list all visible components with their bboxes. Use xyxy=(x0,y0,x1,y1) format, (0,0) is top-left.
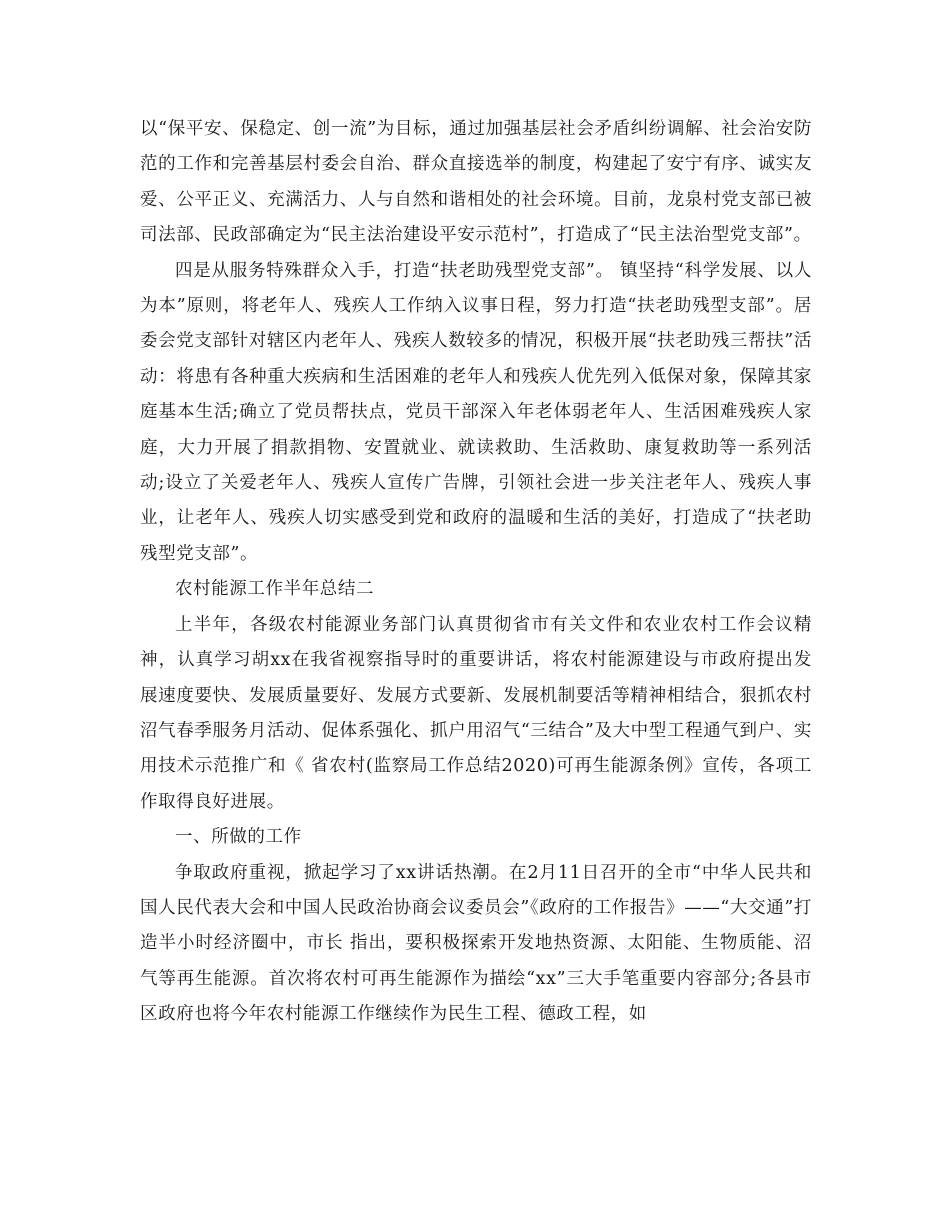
paragraph-rural-energy-overview: 上半年，各级农村能源业务部门认真贯彻省市有关文件和农业农村工作会议精神，认真学习胡xx在我省视察指导时的重要讲话，将农村能源建设与市政府提出发展速度要快、发展质量要好、发展方式要新、发展机制要活等精神相结合，狠抓农村沼气春季服务月活动、促体系强化、抓户用沼气“三结合”及大中型工程通气到户、实用技术示范推广和《 省农村(监察局工作总结2020)可再生能源条例》宣传，各项工作取得良好进展。 xyxy=(140,614,812,812)
paragraph-elderly-disabled-support: 四是从服务特殊群众入手，打造“扶老助残型党支部”。 镇坚持“科学发展、以人为本”原则，将老年人、残疾人工作纳入议事日程，努力打造“扶老助残型支部”。居委会党支部针对辖区内老年人、残疾人数较多的情况，积极开展“扶老助残三帮扶”活动：将患有各种重大疾病和生活困难的老年人和残疾人优先列入低保对象，保障其家庭基本生活;确立了党员帮扶点，党员干部深入年老体弱老年人、生活困难残疾人家庭，大力开展了捐款捐物、安置就业、就读救助、生活救助、康复救助等一系列活动;设立了关爱老年人、残疾人宣传广告牌，引领社会进一步关注老年人、残疾人事业，让老年人、残疾人切实感受到党和政府的温暖和生活的美好，打造成了“扶老助残型党支部”。 xyxy=(140,260,812,564)
document-body xyxy=(140,112,812,1033)
paragraph-social-governance: 以“保平安、保稳定、创一流”为目标，通过加强基层社会矛盾纠纷调解、社会治安防范的工作和完善基层村委会自治、群众直接选举的制度，构建起了安宁有序、诚实友爱、公平正义、充满活力、人与自然和谐相处的社会环境。目前，龙泉村党支部已被司法部、民政部确定为“民主法治建设平安示范村”，打造成了“民主法治型党支部”。 xyxy=(140,119,812,246)
paragraph-government-support: 争取政府重视，掀起学习了xx讲话热潮。在2月11日召开的全市“中华人民共和国人民代表大会和中国人民政治协商会议委员会”《政府的工作报告》——“大交通”打造半小时经济圈中，市长 指出，要积极探索开发地热资源、太阳能、生物质能、沼气等再生能源。首次将农村可再生能源作为描绘“xx”三大手笔重要内容部分;各县市区政府也将今年农村能源工作继续作为民生工程、德政工程，如 xyxy=(140,862,812,1025)
heading-work-done: 一、所做的工作 xyxy=(175,827,302,848)
section-title-rural-energy-summary: 农村能源工作半年总结二 xyxy=(175,579,375,600)
